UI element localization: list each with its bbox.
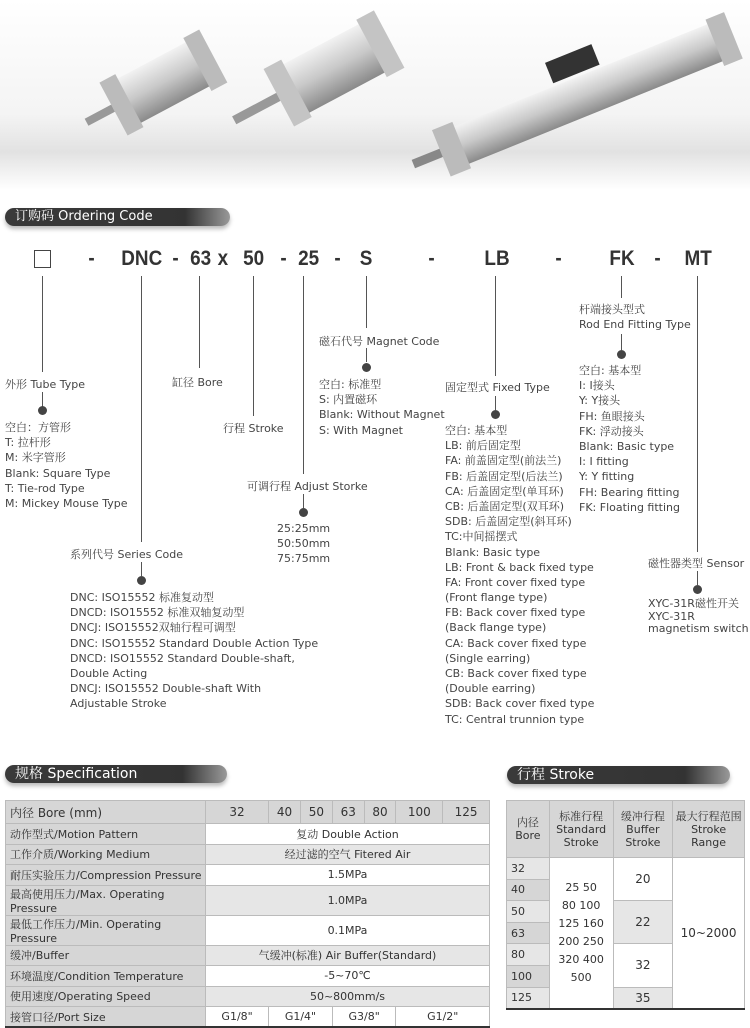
code-segment: MT	[684, 247, 712, 270]
standard-stroke-value: 200 250	[558, 934, 604, 948]
list-item: magnetism switch	[648, 622, 749, 635]
port-cell: G3/8"	[332, 1007, 396, 1028]
connector-line	[697, 571, 698, 585]
bullet-dot	[362, 363, 371, 372]
table-row	[6, 945, 490, 966]
tube-type-list	[5, 420, 128, 511]
code-segment: 50	[243, 247, 265, 270]
list-item: (Single earring)	[445, 651, 531, 665]
connector-line	[141, 276, 142, 542]
bore-label: 缸径 Bore	[172, 376, 223, 389]
header-line: Standard	[556, 822, 607, 836]
row-value: 经过滤的空气 Fitered Air	[206, 844, 490, 865]
header-line: 最大行程范围	[675, 809, 742, 823]
adjust-stroke-label: 可调行程 Adjust Storke	[247, 480, 368, 493]
list-item: CB: 后盖固定型(双耳环)	[445, 499, 565, 513]
header-cell	[673, 801, 745, 858]
connector-line	[621, 334, 622, 350]
code-segment: -	[555, 247, 562, 270]
buffer-stroke-cell: 35	[613, 987, 673, 1009]
code-segment: -	[280, 247, 287, 270]
connector-line	[303, 494, 304, 508]
code-segment: 63	[190, 247, 212, 270]
connector-line	[495, 396, 496, 410]
bore-cell: 63	[332, 801, 364, 824]
row-value: 气缓冲(标准) Air Buffer(Standard)	[206, 945, 490, 966]
bore-cell: 50	[300, 801, 332, 824]
row-label: 缓冲/Buffer	[6, 945, 206, 966]
list-item: M: Mickey Mouse Type	[5, 496, 128, 510]
table-row	[6, 1007, 490, 1028]
header-line: Range	[691, 835, 727, 849]
header-cell	[613, 801, 673, 858]
row-label: 动作型式/Motion Pattern	[6, 824, 206, 845]
standard-stroke-value: 500	[570, 970, 592, 984]
header-line: Stroke	[625, 835, 661, 849]
header-line: 缓冲行程	[620, 809, 665, 823]
list-item: LB: 前后固定型	[445, 439, 521, 453]
row-label: 最低工作压力/Min. Operating Pressure	[6, 915, 206, 945]
list-item: 空白: 基本型	[445, 424, 508, 437]
bullet-dot	[299, 508, 308, 517]
rod-end-label-en: Rod End Fitting Type	[579, 318, 691, 331]
list-item: LB: Front & back fixed type	[445, 560, 594, 574]
code-segment: DNC	[121, 247, 163, 270]
product-photo-banner	[0, 0, 750, 190]
bore-header: 内径 Bore (mm)	[6, 801, 206, 824]
bullet-dot	[693, 585, 702, 594]
list-item: TC:中间摇摆式	[445, 530, 518, 544]
list-item: I: I fitting	[579, 455, 629, 469]
list-item: Blank: Without Magnet	[319, 408, 445, 422]
bore-cell: 100	[507, 965, 550, 987]
standard-stroke-value: 320 400	[558, 952, 604, 966]
connector-line	[621, 276, 622, 298]
list-item: I: I接头	[579, 379, 615, 393]
list-item: CA: Back cover fixed type	[445, 636, 587, 650]
table-row	[6, 844, 490, 865]
bore-cell: 80	[364, 801, 396, 824]
port-cell: G1/2"	[396, 1007, 490, 1028]
bore-cell: 125	[507, 987, 550, 1009]
connector-line	[199, 276, 200, 368]
row-label: 使用速度/Operating Speed	[6, 986, 206, 1007]
specification-table	[5, 800, 490, 1028]
bullet-dot	[617, 350, 626, 359]
list-item: FH: Bearing fitting	[579, 485, 680, 499]
code-segment: S	[359, 247, 373, 270]
connector-line	[366, 276, 367, 328]
standard-stroke-value: 80 100	[561, 898, 601, 912]
stroke-range-cell: 10~2000	[673, 858, 745, 1009]
list-item: Blank: Basic type	[579, 439, 675, 453]
list-item: (Back flange type)	[445, 621, 547, 635]
list-item: FA: 前盖固定型(前法兰)	[445, 454, 562, 468]
row-value: 0.1MPa	[206, 915, 490, 945]
table-row	[6, 865, 490, 886]
list-item: CB: Back cover fixed type	[445, 667, 587, 680]
header-line: Buffer	[626, 822, 660, 836]
bullet-dot	[491, 410, 500, 419]
list-item: FK: 浮动接头	[579, 424, 644, 438]
list-item: DNCD: ISO15552 标准双轴复动型	[70, 606, 245, 620]
list-item: TC: Central trunnion type	[445, 712, 585, 726]
list-item: XYC-31R磁性开关	[648, 597, 739, 610]
table-row	[6, 915, 490, 945]
header-line: 内径	[516, 816, 539, 829]
table-row	[6, 801, 490, 824]
list-item: FB: Back cover fixed type	[445, 606, 586, 620]
buffer-stroke-cell: 20	[613, 858, 673, 901]
standard-stroke-value: 25 50	[565, 880, 597, 894]
connector-line	[697, 276, 698, 552]
table-row	[507, 858, 745, 880]
code-segment: -	[428, 247, 435, 270]
row-label: 耐压实验压力/Compression Pressure	[6, 865, 206, 886]
rod-end-label-cn: 杆端接头型式	[579, 303, 645, 316]
standard-stroke-value: 125 160	[558, 916, 604, 930]
code-segment: -	[88, 247, 95, 270]
code-segment: 25	[298, 247, 320, 270]
row-label: 工作介质/Working Medium	[6, 844, 206, 865]
bore-cell: 32	[206, 801, 269, 824]
ordering-code-header: 订购码 Ordering Code	[5, 208, 230, 226]
list-item: Blank: Basic type	[445, 545, 541, 559]
row-label: 环境温度/Condition Temperature	[6, 966, 206, 987]
bore-cell: 32	[507, 858, 550, 880]
bullet-dot	[38, 406, 47, 415]
stroke-label: 行程 Stroke	[223, 422, 284, 435]
list-item: 空白: 标准型	[319, 378, 382, 391]
header-line: 标准行程	[559, 809, 604, 823]
fixed-type-list	[445, 423, 594, 727]
bore-cell: 50	[507, 901, 550, 923]
list-item: (Double earring)	[445, 682, 536, 696]
header-line: Stroke	[691, 822, 727, 836]
connector-line	[253, 276, 254, 416]
connector-line	[366, 348, 367, 362]
list-item: FH: 鱼眼接头	[579, 409, 645, 423]
table-row	[6, 966, 490, 987]
row-label: 最高使用压力/Max. Operating Pressure	[6, 885, 206, 915]
connector-line	[303, 276, 304, 474]
list-item: DNC: ISO15552 Standard Double Action Type	[70, 636, 319, 650]
fixed-type-label: 固定型式 Fixed Type	[445, 381, 550, 394]
list-item: 50:50mm	[277, 537, 331, 551]
header-line: Stroke	[563, 835, 599, 849]
rod-end-list	[579, 363, 680, 515]
magnet-code-label: 磁石代号 Magnet Code	[319, 335, 440, 348]
list-item: Blank: Square Type	[5, 466, 111, 480]
list-item: FB: 后盖固定型(后法兰)	[445, 469, 563, 483]
row-value: -5~70℃	[206, 966, 490, 987]
stroke-header: 行程 Stroke	[507, 766, 730, 784]
code-segment: -	[172, 247, 179, 270]
bore-cell: 100	[396, 801, 443, 824]
list-item: (Front flange type)	[445, 591, 548, 605]
list-item: FK: Floating fitting	[579, 500, 680, 514]
row-value: 1.5MPa	[206, 865, 490, 886]
list-item: DNCJ: ISO15552 Double-shaft With	[70, 682, 262, 696]
list-item: SDB: 后盖固定型(斜耳环)	[445, 515, 572, 529]
bullet-dot	[137, 576, 146, 585]
list-item: SDB: Back cover fixed type	[445, 697, 595, 711]
header-cell	[549, 801, 613, 858]
bore-cell: 80	[507, 944, 550, 966]
series-code-list	[70, 590, 318, 712]
row-value: 50~800mm/s	[206, 986, 490, 1007]
cylinder-product-images	[0, 0, 750, 190]
list-item: DNCJ: ISO15552双轴行程可调型	[70, 621, 236, 635]
sensor-label: 磁性器类型 Sensor	[648, 557, 745, 570]
standard-stroke-cell	[549, 858, 613, 1009]
tube-type-code-box	[34, 250, 51, 268]
list-item: FA: Front cover fixed type	[445, 575, 586, 589]
row-label: 接管口径/Port Size	[6, 1007, 206, 1028]
list-item: 空白：方管形	[5, 421, 71, 434]
list-item: Double Acting	[70, 666, 148, 680]
list-item: Adjustable Stroke	[70, 697, 167, 711]
code-segment: x	[217, 247, 229, 270]
magnet-code-list	[319, 377, 445, 438]
port-cell: G1/8"	[206, 1007, 269, 1028]
row-value: 1.0MPa	[206, 885, 490, 915]
buffer-stroke-cell: 32	[613, 944, 673, 987]
rod-end-label	[579, 302, 691, 332]
code-segment: -	[654, 247, 661, 270]
list-item: S: With Magnet	[319, 423, 403, 437]
header-line: Bore	[515, 829, 541, 842]
bore-cell: 125	[443, 801, 490, 824]
list-item: CA: 后盖固定型(单耳环)	[445, 484, 564, 498]
list-item: 25:25mm	[277, 522, 331, 535]
list-item: M: 米字管形	[5, 451, 66, 465]
code-segment: LB	[484, 247, 510, 270]
code-segment: -	[334, 247, 341, 270]
list-item: T: Tie-rod Type	[5, 481, 85, 495]
table-row	[6, 885, 490, 915]
list-item: DNC: ISO15552 标准复动型	[70, 591, 214, 604]
connector-line	[42, 276, 43, 372]
connector-line	[141, 562, 142, 576]
port-cell: G1/4"	[269, 1007, 333, 1028]
series-code-label: 系列代号 Series Code	[70, 548, 183, 561]
buffer-stroke-cell: 22	[613, 901, 673, 944]
table-row	[6, 986, 490, 1007]
header-cell	[507, 801, 550, 858]
list-item: Y: Y fitting	[579, 470, 635, 484]
adjust-stroke-list	[277, 521, 330, 567]
list-item: 75:75mm	[277, 552, 331, 566]
list-item: DNCD: ISO15552 Standard Double-shaft,	[70, 651, 295, 665]
bore-cell: 63	[507, 922, 550, 944]
code-segment: FK	[609, 247, 635, 270]
table-row	[6, 824, 490, 845]
table-row	[507, 801, 745, 858]
row-value: 复动 Double Action	[206, 824, 490, 845]
stroke-table	[506, 800, 745, 1010]
sensor-list	[648, 598, 749, 636]
list-item: 空白: 基本型	[579, 364, 642, 377]
list-item: S: 内置磁环	[319, 393, 378, 407]
list-item: T: 拉杆形	[5, 436, 51, 450]
specification-header: 规格 Specification	[5, 765, 227, 783]
list-item: Y: Y接头	[579, 394, 621, 408]
connector-line	[495, 276, 496, 376]
list-item: XYC-31R	[648, 609, 695, 623]
bore-cell: 40	[269, 801, 301, 824]
tube-type-label: 外形 Tube Type	[5, 378, 86, 391]
bore-cell: 40	[507, 879, 550, 901]
